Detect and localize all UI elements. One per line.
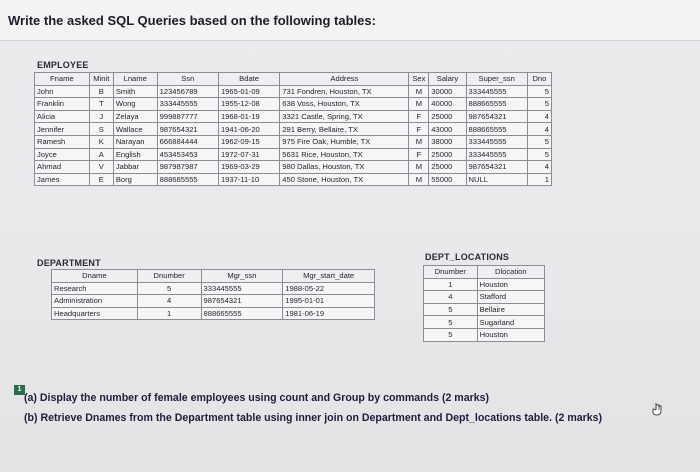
table-cell: Sugarland <box>477 316 544 329</box>
table-row <box>424 316 545 329</box>
employee-header-row <box>35 73 552 86</box>
table-cell: 291 Berry, Bellaire, TX <box>280 123 409 136</box>
table-cell: 888665555 <box>201 307 283 320</box>
table-cell: 980 Dallas, Houston, TX <box>280 161 409 174</box>
table-cell: 1 <box>137 307 201 320</box>
table-cell: Smith <box>113 85 157 98</box>
page-title: Write the asked SQL Queries based on the following tables: <box>8 13 376 28</box>
table-cell: 38000 <box>429 135 466 148</box>
table-row <box>52 295 375 308</box>
table-cell: Alicia <box>35 110 90 123</box>
column-header: Lname <box>113 73 157 86</box>
table-cell: 1972-07-31 <box>218 148 279 161</box>
department-table-label: DEPARTMENT <box>37 258 101 268</box>
column-header: Fname <box>35 73 90 86</box>
table-cell: 987654321 <box>466 110 527 123</box>
table-row <box>35 85 552 98</box>
table-cell: M <box>409 135 429 148</box>
column-header: Dname <box>52 270 138 283</box>
table-cell: 333445555 <box>466 148 527 161</box>
column-header: Dno <box>527 73 551 86</box>
table-cell: 333445555 <box>157 98 218 111</box>
table-cell: 1988-05-22 <box>283 282 375 295</box>
column-header: Super_ssn <box>466 73 527 86</box>
table-row <box>52 282 375 295</box>
table-cell: F <box>409 123 429 136</box>
table-cell: 333445555 <box>201 282 283 295</box>
table-cell: 123456789 <box>157 85 218 98</box>
table-cell: Franklin <box>35 98 90 111</box>
table-cell: 25000 <box>429 161 466 174</box>
table-cell: 1941-06-20 <box>218 123 279 136</box>
table-row <box>35 161 552 174</box>
table-cell: E <box>89 173 113 186</box>
header-bar <box>0 0 700 41</box>
table-cell: 25000 <box>429 110 466 123</box>
employee-table-label: EMPLOYEE <box>37 60 89 70</box>
table-row <box>424 328 545 341</box>
table-cell: Jabbar <box>113 161 157 174</box>
table-cell: 5631 Rice, Houston, TX <box>280 148 409 161</box>
table-cell: Narayan <box>113 135 157 148</box>
table-cell: 4 <box>527 110 551 123</box>
column-header: Dlocation <box>477 266 544 279</box>
table-cell: 975 Fire Oak, Humble, TX <box>280 135 409 148</box>
table-row <box>35 173 552 186</box>
table-cell: M <box>409 85 429 98</box>
table-row <box>424 291 545 304</box>
table-cell: 1937-11-10 <box>218 173 279 186</box>
table-cell: Headquarters <box>52 307 138 320</box>
table-cell: 1965-01-09 <box>218 85 279 98</box>
table-cell: 55000 <box>429 173 466 186</box>
table-cell: 1969-03-29 <box>218 161 279 174</box>
column-header: Address <box>280 73 409 86</box>
table-row <box>35 123 552 136</box>
column-header: Salary <box>429 73 466 86</box>
table-cell: 1968-01-19 <box>218 110 279 123</box>
table-row <box>35 98 552 111</box>
table-cell: 5 <box>527 148 551 161</box>
table-row <box>35 148 552 161</box>
department-table <box>51 269 375 320</box>
column-header: Mgr_start_date <box>283 270 375 283</box>
table-cell: 987987987 <box>157 161 218 174</box>
table-cell: 5 <box>137 282 201 295</box>
table-cell: Wallace <box>113 123 157 136</box>
table-cell: 4 <box>137 295 201 308</box>
column-header: Minit <box>89 73 113 86</box>
table-cell: Ramesh <box>35 135 90 148</box>
column-header: Mgr_ssn <box>201 270 283 283</box>
table-cell: John <box>35 85 90 98</box>
table-cell: 25000 <box>429 148 466 161</box>
table-cell: M <box>409 161 429 174</box>
table-cell: Research <box>52 282 138 295</box>
table-row <box>424 303 545 316</box>
table-cell: Borg <box>113 173 157 186</box>
table-row <box>52 307 375 320</box>
table-cell: 1962-09-15 <box>218 135 279 148</box>
table-cell: J <box>89 110 113 123</box>
table-cell: 1981-06-19 <box>283 307 375 320</box>
table-cell: 987654321 <box>157 123 218 136</box>
table-cell: 4 <box>424 291 478 304</box>
table-cell: NULL <box>466 173 527 186</box>
table-cell: 888665555 <box>466 98 527 111</box>
table-cell: 5 <box>527 98 551 111</box>
table-cell: Ahmad <box>35 161 90 174</box>
department-header-row <box>52 270 375 283</box>
table-cell: 1995-01-01 <box>283 295 375 308</box>
table-cell: M <box>409 98 429 111</box>
table-cell: 5 <box>527 135 551 148</box>
table-cell: 5 <box>424 316 478 329</box>
table-cell: S <box>89 123 113 136</box>
table-cell: 666884444 <box>157 135 218 148</box>
table-cell: 888665555 <box>157 173 218 186</box>
table-cell: 1 <box>527 173 551 186</box>
dept-locations-table-label: DEPT_LOCATIONS <box>425 252 510 262</box>
table-cell: James <box>35 173 90 186</box>
table-cell: B <box>89 85 113 98</box>
table-cell: Stafford <box>477 291 544 304</box>
table-cell: 731 Fondren, Houston, TX <box>280 85 409 98</box>
column-header: Sex <box>409 73 429 86</box>
table-cell: 999887777 <box>157 110 218 123</box>
question-b: (b) Retrieve Dnames from the Department table using inner join on Department and Dept_locations table. (2 marks) <box>24 412 603 424</box>
table-cell: 987654321 <box>466 161 527 174</box>
table-cell: Administration <box>52 295 138 308</box>
table-cell: 450 Stone, Houston, TX <box>280 173 409 186</box>
table-cell: Houston <box>477 328 544 341</box>
table-cell: V <box>89 161 113 174</box>
table-cell: 1955-12-08 <box>218 98 279 111</box>
table-cell: 987654321 <box>201 295 283 308</box>
table-cell: Houston <box>477 278 544 291</box>
cursor-hand-icon <box>650 402 664 416</box>
column-header: Dnumber <box>424 266 478 279</box>
table-cell: Wong <box>113 98 157 111</box>
table-cell: A <box>89 148 113 161</box>
column-header: Ssn <box>157 73 218 86</box>
table-cell: Zelaya <box>113 110 157 123</box>
table-cell: Bellaire <box>477 303 544 316</box>
table-row <box>424 278 545 291</box>
table-row <box>35 135 552 148</box>
table-cell: 1 <box>424 278 478 291</box>
table-cell: 4 <box>527 123 551 136</box>
dept-locations-table <box>423 265 545 342</box>
table-cell: M <box>409 173 429 186</box>
table-cell: 3321 Castle, Spring, TX <box>280 110 409 123</box>
table-cell: 43000 <box>429 123 466 136</box>
table-cell: 453453453 <box>157 148 218 161</box>
table-cell: 30000 <box>429 85 466 98</box>
employee-table <box>34 72 552 186</box>
table-cell: 40000 <box>429 98 466 111</box>
table-cell: F <box>409 148 429 161</box>
table-cell: 888665555 <box>466 123 527 136</box>
table-cell: 5 <box>424 328 478 341</box>
table-cell: 333445555 <box>466 85 527 98</box>
column-header: Bdate <box>218 73 279 86</box>
task-number-badge: 1 <box>14 385 25 395</box>
table-cell: 638 Voss, Houston, TX <box>280 98 409 111</box>
table-cell: F <box>409 110 429 123</box>
table-row <box>35 110 552 123</box>
table-cell: Joyce <box>35 148 90 161</box>
question-a: (a) Display the number of female employees using count and Group by commands (2 marks) <box>24 392 490 404</box>
table-cell: English <box>113 148 157 161</box>
table-cell: K <box>89 135 113 148</box>
table-cell: T <box>89 98 113 111</box>
table-cell: 333445555 <box>466 135 527 148</box>
dept-locations-header-row <box>424 266 545 279</box>
table-cell: 4 <box>527 161 551 174</box>
table-cell: 5 <box>527 85 551 98</box>
table-cell: 5 <box>424 303 478 316</box>
column-header: Dnumber <box>137 270 201 283</box>
table-cell: Jennifer <box>35 123 90 136</box>
